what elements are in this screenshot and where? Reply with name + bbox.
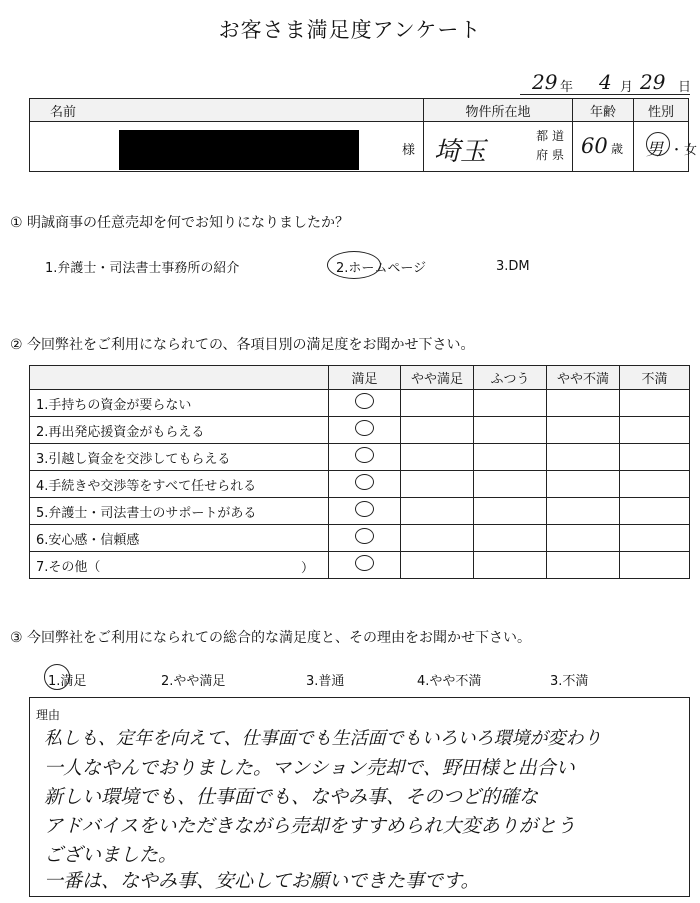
q1-question: ① 明誠商事の任意売却を何でお知りになりましたか？ <box>10 215 349 231</box>
row-label: 6.安心感・信頼感 <box>30 525 329 552</box>
gender-male: 男 <box>646 140 663 160</box>
circle-mark <box>355 420 374 436</box>
name-header: 名前 <box>30 99 424 122</box>
q1-option-1: 1.弁護士・司法書士事務所の紹介 <box>45 261 240 276</box>
q3-option-1: 1.満足 <box>48 674 87 689</box>
row-label-other <box>30 552 329 579</box>
q2-question: ② 今回弊社をご利用になられての、各項目別の満足度をお聞かせ下さい。 <box>10 337 475 353</box>
col-somewhat-satisfied: やや満足 <box>401 366 474 390</box>
q1-option-2: 2.ホームページ <box>336 261 427 276</box>
mark-cell <box>329 525 401 552</box>
table-row <box>30 390 690 417</box>
mark-cell <box>329 471 401 498</box>
table-row <box>30 525 690 552</box>
date-year-label: 年 <box>560 80 574 95</box>
q3-option-5: 3.不満 <box>550 674 589 689</box>
circle-mark <box>355 528 374 544</box>
location-hand: 埼玉 <box>434 137 487 167</box>
reason-label: 理由 <box>36 708 61 722</box>
age-unit: 歳 <box>611 142 624 156</box>
col-neutral: ふつう <box>474 366 547 390</box>
pref-bottom: 府 県 <box>536 148 564 162</box>
table-row <box>30 498 690 525</box>
date-day-label: 日 <box>678 80 692 95</box>
date-month-label: 月 <box>620 80 634 95</box>
table-row <box>30 471 690 498</box>
gender-header: 性別 <box>634 99 689 122</box>
age-hand: 60 <box>581 134 608 158</box>
reason-line: ございました。 <box>44 844 178 866</box>
gender-male-circle <box>646 132 670 156</box>
row-label: 3.引越し資金を交渉してもらえる <box>30 444 329 471</box>
location-cell <box>424 122 573 172</box>
reason-line: 新しい環境でも、仕事面でも、なやみ事、そのつど的確な <box>44 786 539 808</box>
reason-line: 一人なやんでおりました。マンション売却で、野田様と出合い <box>44 757 575 779</box>
q3-option-3: 3.普通 <box>306 674 345 689</box>
reason-box <box>29 697 690 897</box>
circle-mark <box>355 474 374 490</box>
q3-option-2: 2.やや満足 <box>161 674 226 689</box>
row-label: 2.再出発応援資金がもらえる <box>30 417 329 444</box>
q3-option-4: 4.やや不満 <box>417 674 482 689</box>
honorific: 様 <box>401 143 415 158</box>
reason-line: アドバイスをいただきながら売却をすすめられ大変ありがとう <box>44 815 576 837</box>
date-underline <box>520 94 690 95</box>
row-label: 7.その他（ <box>36 559 101 575</box>
q3-option-1-circle <box>44 664 70 690</box>
age-cell <box>573 122 634 172</box>
pref-top: 都 道 <box>536 129 564 143</box>
table-row <box>30 417 690 444</box>
col-somewhat-dissatisfied: やや不満 <box>547 366 620 390</box>
date-month-hand: 4 <box>599 70 612 94</box>
date-year-hand: 29 <box>532 70 558 94</box>
reason-line: 一番は、なやみ事、安心してお願いできた事です。 <box>44 870 480 892</box>
row-label: 5.弁護士・司法書士のサポートがある <box>30 498 329 525</box>
row-label: 1.手持ちの資金が要らない <box>30 390 329 417</box>
circle-mark <box>355 393 374 409</box>
customer-info-table <box>29 98 698 172</box>
mark-cell <box>329 498 401 525</box>
mark-cell <box>329 444 401 471</box>
other-close-paren: ） <box>300 561 314 576</box>
mark-cell <box>329 552 401 579</box>
location-header: 物件所在地 <box>424 99 573 122</box>
table-row <box>30 552 690 579</box>
item-header <box>30 366 329 390</box>
q1-option-3: 3.DM <box>496 259 530 274</box>
col-satisfied: 満足 <box>329 366 401 390</box>
table-row <box>30 444 690 471</box>
satisfaction-table <box>29 365 690 579</box>
age-header: 年齢 <box>573 99 634 122</box>
name-cell <box>30 122 424 172</box>
gender-sep: ・ <box>670 143 684 158</box>
circle-mark <box>355 501 374 517</box>
date-day-hand: 29 <box>640 70 666 94</box>
circle-mark <box>355 555 374 571</box>
reason-line: 私しも、定年を向えて、仕事面でも生活面でもいろいろ環境が変わり <box>44 728 602 749</box>
page-title: お客さま満足度アンケート <box>218 18 482 42</box>
gender-female: 女 <box>684 143 698 158</box>
gender-cell <box>634 122 698 172</box>
circle-mark <box>355 447 374 463</box>
mark-cell <box>329 390 401 417</box>
row-label: 4.手続きや交渉等をすべて任せられる <box>30 471 329 498</box>
col-dissatisfied: 不満 <box>620 366 690 390</box>
mark-cell <box>329 417 401 444</box>
q3-question: ③ 今回弊社をご利用になられての総合的な満足度と、その理由をお聞かせ下さい。 <box>10 630 531 646</box>
q1-option-2-circle <box>327 251 381 279</box>
redacted-name <box>119 130 359 170</box>
